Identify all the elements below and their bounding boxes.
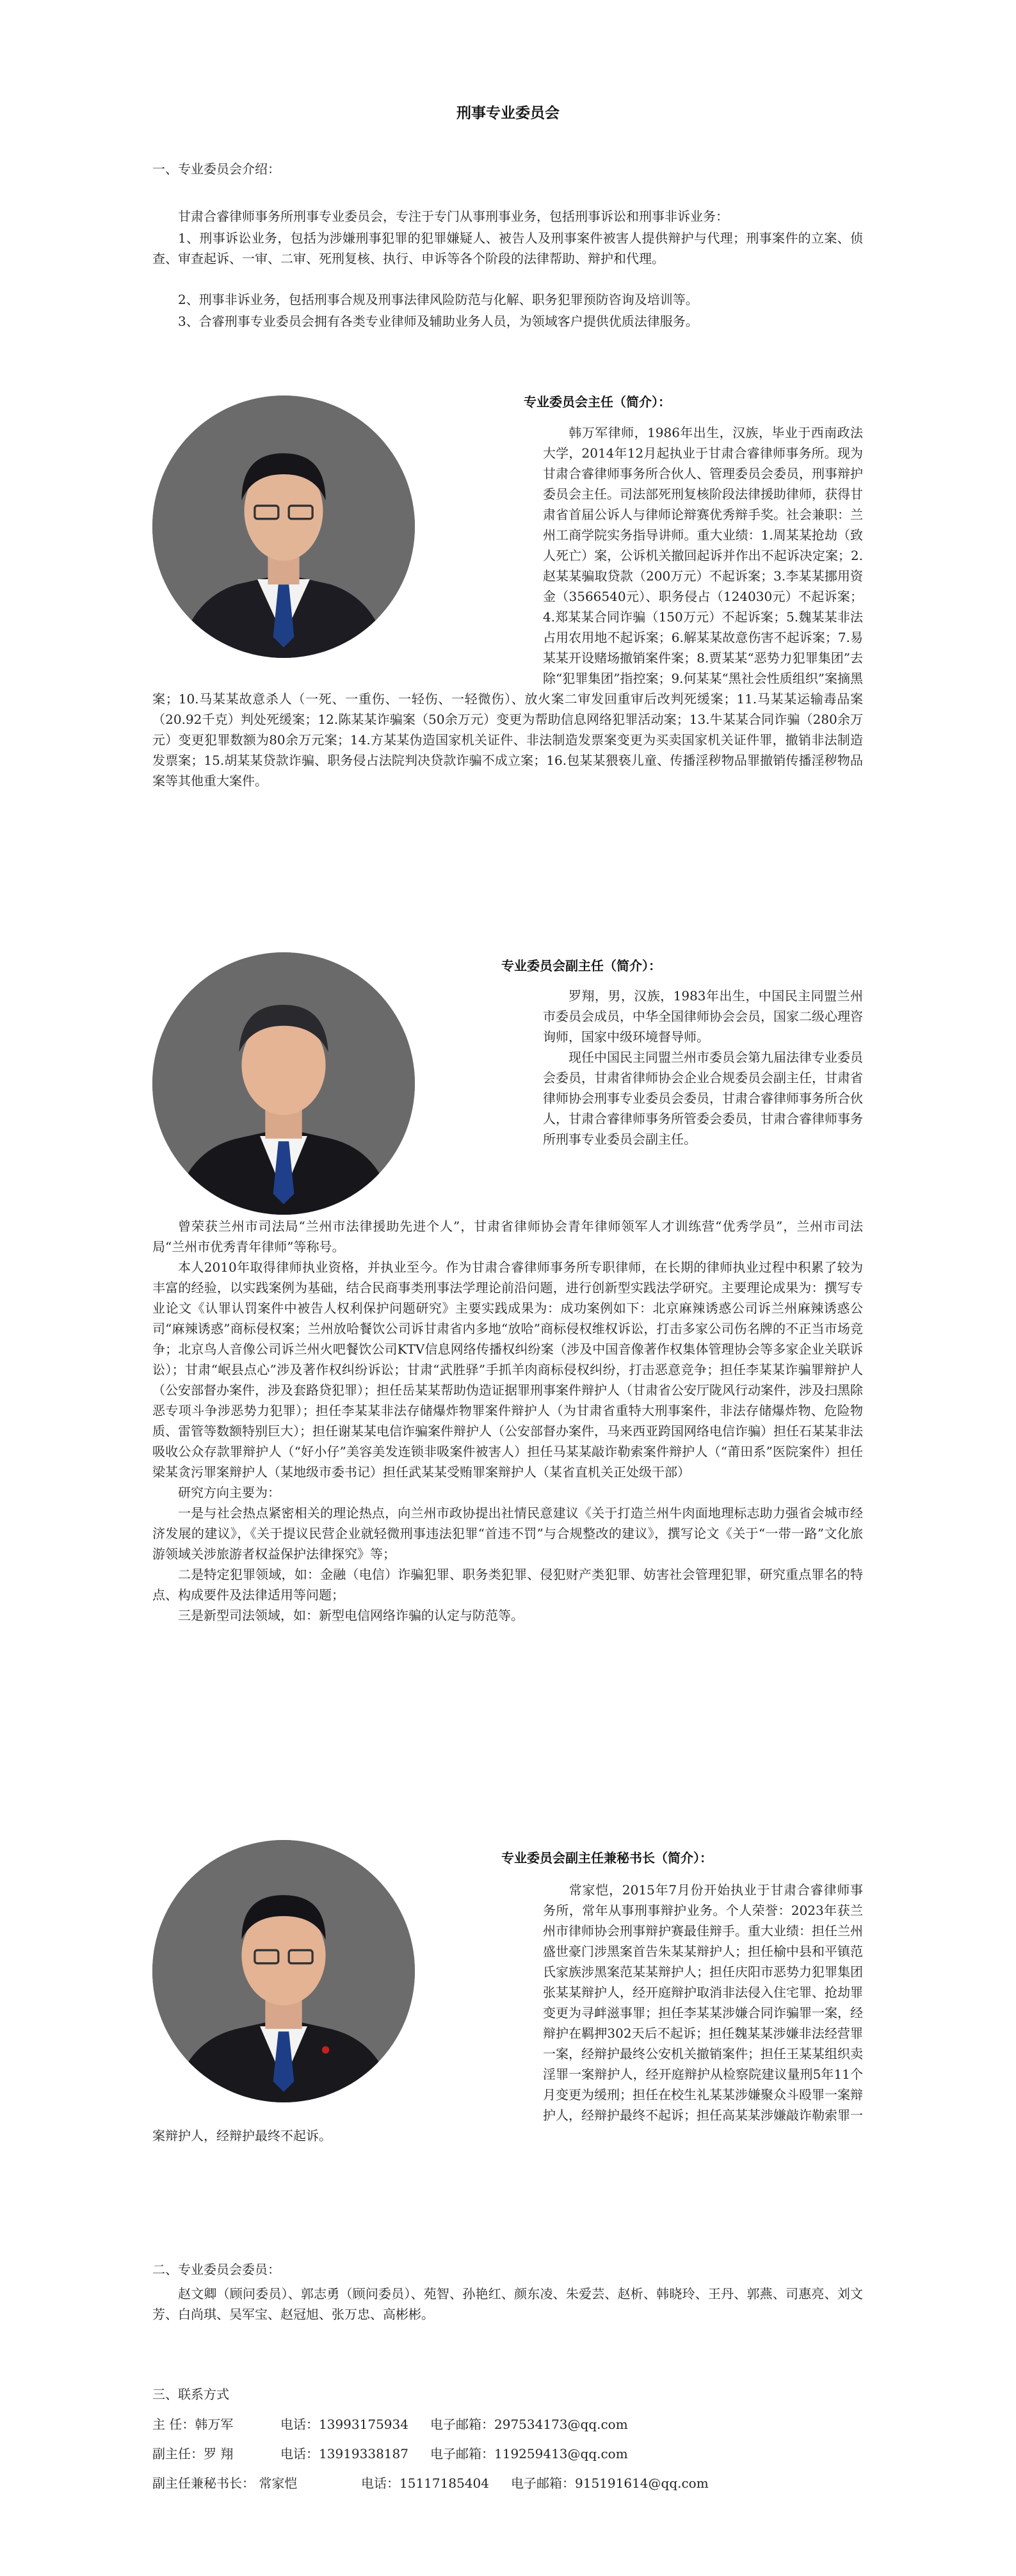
contact-role: 主 任：韩万军 [152,2417,234,2432]
deputy-intro-2: 现任中国民主同盟兰州市委员会第九届法律专业委员会委员，甘肃省律师协会企业合规委员会副主任，甘肃省律师协会刑事专业委员会委员，甘肃合睿律师事务所合伙人，甘肃合睿律师事务所管委会委员，甘肃合睿律师事务所刑事专业委员会副主任。 [543,1050,863,1147]
deputy-intro-block [152,986,863,1626]
deputy-intro-1: 罗翔，男，汉族，1983年出生，中国民主同盟兰州市委员会成员，中华全国律师协会会员，国家二级心理咨询师，国家中级环境督导师。 [543,988,863,1044]
section2-heading: 二、专业委员会委员： [152,2262,280,2277]
section1-paragraph: 3、合睿刑事专业委员会拥有各类专业律师及辅助业务人员，为领域客户提供优质法律服务。 [178,314,698,329]
contact-role: 副主任：罗 翔 [152,2446,234,2461]
page-title: 刑事专业委员会 [456,104,560,122]
members-list: 赵文卿（顾问委员）、郭志勇（顾问委员）、苑智、孙艳红、颜东凌、朱爱芸、赵析、韩晓玲、王丹、郭燕、司惠亮、刘文芳、白尚琪、吴军宝、赵冠旭、张万忠、高彬彬。 [152,2286,863,2322]
contact-phone[interactable]: 电话：13993175934 [280,2417,408,2432]
section1-paragraph: 2、刑事非诉业务，包括刑事合规及刑事法律风险防范与化解、职务犯罪预防咨询及培训等。 [178,292,698,307]
deputy-paragraph: 本人2010年取得律师执业资格，并执业至今。作为甘肃合睿律师事务所专职律师，在长期的律师执业过程中积累了较为丰富的经验，以实践案例为基础，结合民商事类刑事法学理论前沿问题，进行创新型实践法学研究。主要理论成果为：撰写专业论文《认罪认罚案件中被告人权利保护问题研究》主要实践成果为：成功案例如下：北京麻辣诱惑公司诉兰州麻辣诱惑公司“麻辣诱惑”商标侵权案；兰州放哈餐饮公司诉甘肃省内多地“放哈”商标侵权维权诉讼，打击多家公司伤名牌的不正当市场竞争；北京鸟人音像公司诉兰州火吧餐饮公司KTV信息网络传播权纠纷案（涉及中国音像著作权集体管理协会等多家企业关联诉讼）；甘肃“岷县点心”涉及著作权纠纷诉讼；甘肃“武胜驿”手抓羊肉商标侵权纠纷，打击恶意竞争；担任李某某诈骗罪辩护人（公安部督办案件，涉及套路贷犯罪）；担任岳某某帮助伪造证据罪刑事案件辩护人（甘肃省公安厅陇风行动案件，涉及扫黑除恶专项斗争涉恶势力犯罪）；担任李某某非法存储爆炸物罪案件辩护人（为甘肃省重特大刑事案件，非法存储爆炸物、危险物质、雷管等数额特别巨大）；担任谢某某电信诈骗案件辩护人（公安部督办案件，马来西亚跨国网络电信诈骗）担任石某某非法吸收公众存款罪辩护人（“好小仔”美容美发连锁非吸案件被害人）担任马某某敲诈勒索案件辩护人（“莆田系”医院案件）担任梁某贪污罪案辩护人（某地级市委书记）担任武某某受贿罪案辩护人（某省直机关正处级干部） [152,1260,863,1480]
deputy-secretary-heading: 专业委员会副主任兼秘书长（简介）： [501,1850,713,1866]
deputy-heading: 专业委员会副主任（简介）： [501,958,661,973]
deputy-research-heading: 研究方向主要为： [178,1485,280,1500]
deputy-research-item: 一是与社会热点紧密相关的理论热点，向兰州市政协提出社情民意建议《关于打造兰州牛肉面地理标志助力强省会城市经济发展的建议》，《关于提议民营企业就轻微刑事违法犯罪“首违不罚”与合规整改的建议》，撰写论文《关于“一带一路”文化旅游领域关涉旅游者权益保护法律探究》等； [152,1505,863,1562]
deputy-research-item: 二是特定犯罪领域，如：金融（电信）诈骗犯罪、职务类犯罪、侵犯财产类犯罪、妨害社会管理犯罪，研究重点罪名的特点、构成要件及法律适用等问题； [152,1567,863,1603]
deputy-research-item: 三是新型司法领域，如：新型电信网络诈骗的认定与防范等。 [178,1608,524,1623]
contact-role: 副主任兼秘书长： 常家恺 [152,2476,298,2491]
director-text: 韩万军律师，1986年出生，汉族，毕业于西南政法大学，2014年12月起执业于甘肃合睿律师事务所。现为甘肃合睿律师事务所合伙人、管理委员会委员，刑事辩护委员会主任。司法部死刑复核阶段法律援助律师，获得甘肃省首届公诉人与律师论辩赛优秀辩手奖。社会兼职：兰州工商学院实务指导讲师。重大业绩：1.周某某抢劫（致人死亡）案，公诉机关撤回起诉并作出不起诉决定案；2.赵某某骗取贷款（200万元）不起诉案；3.李某某挪用资金（3566540元）、职务侵占（124030元）不起诉案；4.郑某某合同诈骗（150万元）不起诉案；5.魏某某非法占用农用地不起诉案；6.解某某故意伤害不起诉案；7.易某某开设赌场撤销案件案；8.贾某某“恶势力犯罪集团”去除“犯罪集团”指控案；9.何某某“黑社会性质组织”案摘黑案；10.马某某故意杀人（一死、一重伤、一轻伤、一轻微伤）、放火案二审发回重审后改判死缓案；11.马某某运输毒品案（20.92千克）判处死缓案；12.陈某某诈骗案（50余万元）变更为帮助信息网络犯罪活动案；13.牛某某合同诈骗（280余万元）变更犯罪数额为80余万元案；14.方某某伪造国家机关证件、非法制造发票案变更为买卖国家机关证件罪，撤销非法制造发票案；15.胡某某贷款诈骗、职务侵占法院判决贷款诈骗不成立案；16.包某某猥亵儿童、传播淫秽物品罪撤销传播淫秽物品案等其他重大案件。 [152,425,863,788]
director-heading: 专业委员会主任（简介）： [524,394,671,410]
contact-email[interactable]: 电子邮箱：119259413@qq.com [430,2446,628,2461]
contact-phone[interactable]: 电话：13919338187 [280,2446,408,2461]
deputy-intro-3: 曾荣获兰州市司法局“兰州市法律援助先进个人”，甘肃省律师协会青年律师领军人才训练营“优秀学员”，兰州市司法局“兰州市优秀青年律师”等称号。 [152,1219,863,1254]
contact-email[interactable]: 电子邮箱：297534173@qq.com [430,2417,628,2432]
contact-email[interactable]: 电子邮箱：915191614@qq.com [511,2476,709,2491]
deputy-secretary-text: 常家恺，2015年7月份开始执业于甘肃合睿律师事务所，常年从事刑事辩护业务。个人荣誉：2023年获兰州市律师协会刑事辩护赛最佳辩手。重大业绩：担任兰州盛世豪门涉黑案首告朱某某辩护人；担任榆中县和平镇范氏家族涉黑案范某某辩护人；担任庆阳市恶势力犯罪集团张某某辩护人，经开庭辩护取消非法侵入住宅罪、抢劫罪变更为寻衅滋事罪；担任李某某涉嫌合同诈骗罪一案，经辩护在羁押302天后不起诉；担任魏某某涉嫌非法经营罪一案，经辩护最终公安机关撤销案件；担任王某某组织卖淫罪一案辩护人，经开庭辩护从检察院建议量刑5年11个月变更为缓刑；担任在校生礼某某涉嫌聚众斗殴罪一案辩护人，经辩护最终不起诉；担任高某某涉嫌敲诈勒索罪一案辩护人，经辩护最终不起诉。 [152,1882,863,2143]
section3-heading: 三、联系方式 [152,2387,229,2402]
contact-phone[interactable]: 电话：15117185404 [361,2476,489,2491]
section1-paragraph: 甘肃合睿律师事务所刑事专业委员会，专注于专门从事刑事业务，包括刑事诉讼和刑事非诉业务： [178,209,729,224]
section1-paragraph: 1、刑事诉讼业务，包括为涉嫌刑事犯罪的犯罪嫌疑人、被告人及刑事案件被害人提供辩护与代理；刑事案件的立案、侦查、审查起诉、一审、二审、死刑复核、执行、申诉等各个阶段的法律帮助、辩护和代理。 [152,230,863,266]
section1-heading: 一、专业委员会介绍： [152,161,280,177]
